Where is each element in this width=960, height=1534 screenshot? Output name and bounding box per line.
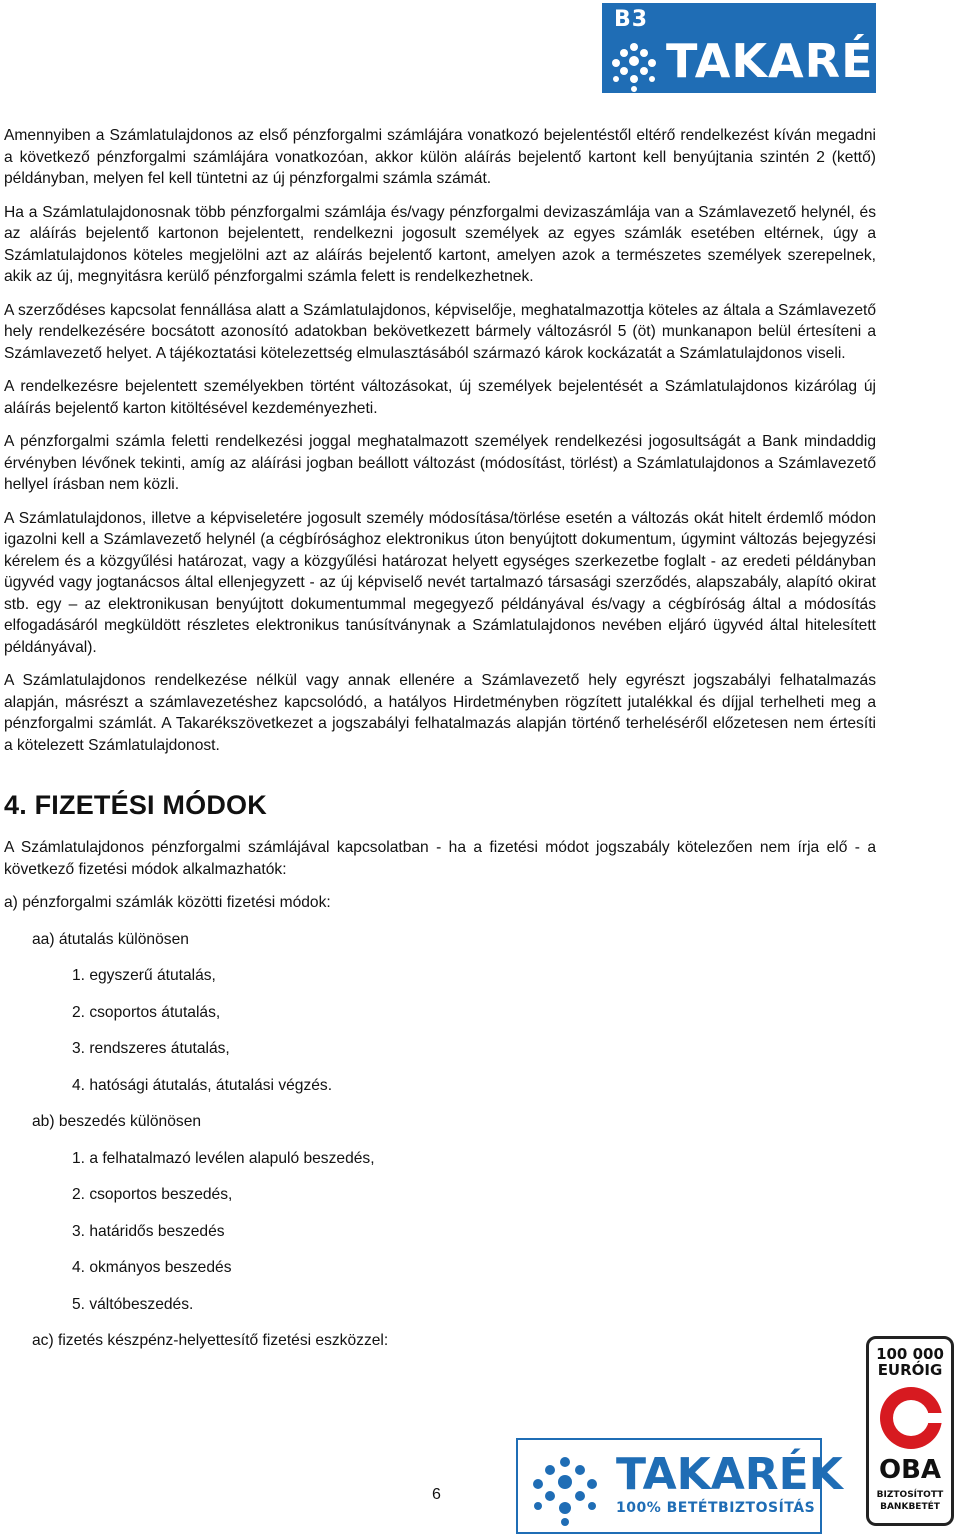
list-item: 3. rendszeres átutalás,: [72, 1040, 230, 1057]
takarek-dots-icon: [608, 41, 660, 93]
oba-amount: 100 000: [876, 1345, 944, 1363]
list-subheading: ac) fizetés készpénz-helyettesítő fizetési eszközzel:: [32, 1332, 389, 1349]
oba-name: OBA: [878, 1455, 942, 1485]
document-body: [4, 125, 876, 1351]
b3-takarek-logo: [602, 3, 911, 93]
paragraph: A Számlatulajdonos rendelkezése nélkül vagy annak ellenére a Számlavezető hely egyrészt jogszabályi felhatalmazás alapján, másrészt a számlavezetéshez kapcsolódó, a hatályos Hirdetményben rögzített jutalékkal és díjjal terhelheti meg a pénzforgalmi számlát. A Takarékszövetkezet a jogszabályi felhatalmazás alapján történő terheléséről előzetesen nem értesíti a kötelezett Számlatulajdonost.: [4, 672, 876, 754]
list-item: 1. egyszerű átutalás,: [72, 967, 216, 984]
paragraph: A pénzforgalmi számla feletti rendelkezési joggal meghatalmazott személyek rendelkezési jogosultságát a Bank mindaddig érvényben lévőnek tekinti, amíg az aláírási jogban beállott változást (módosítást, törlést) a Számlatulajdonos a Számlavezető hellyel írásban nem közli.: [4, 433, 876, 493]
list-item: 3. határidős beszedés: [72, 1222, 225, 1240]
list-item: 2. csoportos átutalás,: [72, 1003, 221, 1021]
list-item: 5. váltóbeszedés.: [72, 1295, 194, 1313]
oba-currency: EURÓIG: [877, 1361, 943, 1379]
takarek-dots-icon: [528, 1454, 602, 1528]
paragraph: A rendelkezésre bejelentett személyekben történt változásokat, új személyek bejelentését a Számlatulajdonos kizárólag új aláírás bejelentő karton kitöltésével kezdeményezheti.: [4, 378, 876, 417]
oba-ring-icon: [880, 1387, 942, 1449]
list-subheading: aa) átutalás különösen: [32, 930, 189, 948]
list-subheading: ab) beszedés különösen: [32, 1113, 202, 1130]
list-heading: a) pénzforgalmi számlák közötti fizetési módok:: [4, 894, 331, 911]
footer-logo-word: TAKARÉK: [616, 1449, 843, 1500]
paragraph: A szerződéses kapcsolat fennállása alatt a Számlatulajdonos, képviselője, meghatalmazottja köteles az általa a Számlavezető hely rendelkezésére bocsátott azonosító adatokban bekövetkezett bármely változásról 5 (öt) munkanapon belül értesíteni a Számlavezető helyet. A tájékoztatási kötelezettség elmulasztásából származó károk kockázatát a Számlatulajdonos viseli.: [4, 301, 876, 362]
logo-word: TAKARÉK: [666, 34, 911, 88]
list-item: 4. okmányos beszedés: [72, 1259, 232, 1276]
takarek-guarantee-logo: [516, 1438, 843, 1534]
section-heading: 4. FIZETÉSI MÓDOK: [4, 790, 267, 820]
paragraph: Amennyiben a Számlatulajdonos az első pénzforgalmi számlájára vonatkozó bejelentéstől eltérő rendelkezést kíván megadni a következő pénzforgalmi számlájára vonatkozóan, akkor külön aláírás bejelentő kartont kell benyújtania szintén 2 (kettő) példányban, melyen fel kell tüntetni az új pénzforgalmi számla számát.: [4, 127, 876, 187]
logo-prefix: B3: [614, 7, 649, 32]
paragraph: A Számlatulajdonos, illetve a képviseletére jogosult személy módosítása/törlése esetén a változás okát hitelt érdemlő módon igazolni kell a Számlavezető helynél (a cégbírósághoz elektronikus úton benyújtott dokumentum, úgymint változás bejegyzési kérelem és a közgyűlési határozat, vagy a közgyűlési határozat helyett egységes szerkezetbe foglalt - az eredeti példányban ügyvéd vagy jogtanácsos által ellenjegyzett - az új képviselő nevét tartalmazó társasági szerződés, alapszabály, alapító okirat stb. egy – az elektronikusan benyújtott dokumentummal megegyező példányával és/vagy a cégbíróság által a módosítás elfogadásáról megküldött részletes elektronikus tanúsítványnak a Számlatulajdonos nevében eljáró ügyvéd által hitelesített példányával).: [4, 509, 876, 656]
footer-logo-tagline: 100% BETÉTBIZTOSÍTÁS: [616, 1500, 816, 1516]
oba-subtitle: [869, 1489, 951, 1513]
list-item: 4. hatósági átutalás, átutalási végzés.: [72, 1076, 333, 1094]
oba-subtitle-line: BIZTOSÍTOTT: [876, 1490, 944, 1500]
oba-deposit-insurance-badge: [866, 1336, 954, 1526]
oba-subtitle-line: BANKBETÉT: [880, 1502, 940, 1512]
paragraph: Ha a Számlatulajdonosnak több pénzforgalmi számlája és/vagy pénzforgalmi devizaszámlája van a Számlavezető helynél, és az aláírás bejelentő kartonon bejelentett, rendelkezni jogosult személyek az egyes számlák esetében eltérnek, úgy a Számlatulajdonos köteles megjelölni azt az aláírás bejelentő kartont, amelyen azok a természetes személyek szerepelnek, akik az új, megnyitásra kerülő pénzforgalmi számla felett is rendelkezhetnek.: [4, 203, 876, 285]
section-intro: A Számlatulajdonos pénzforgalmi számlájával kapcsolatban - ha a fizetési módot jogszabály kötelezően nem írja elő - a következő fizetési módok alkalmazhatók:: [4, 839, 876, 878]
list-item: 1. a felhatalmazó levélen alapuló beszedés,: [72, 1149, 375, 1167]
page-number: 6: [432, 1486, 441, 1503]
list-item: 2. csoportos beszedés,: [72, 1186, 233, 1203]
